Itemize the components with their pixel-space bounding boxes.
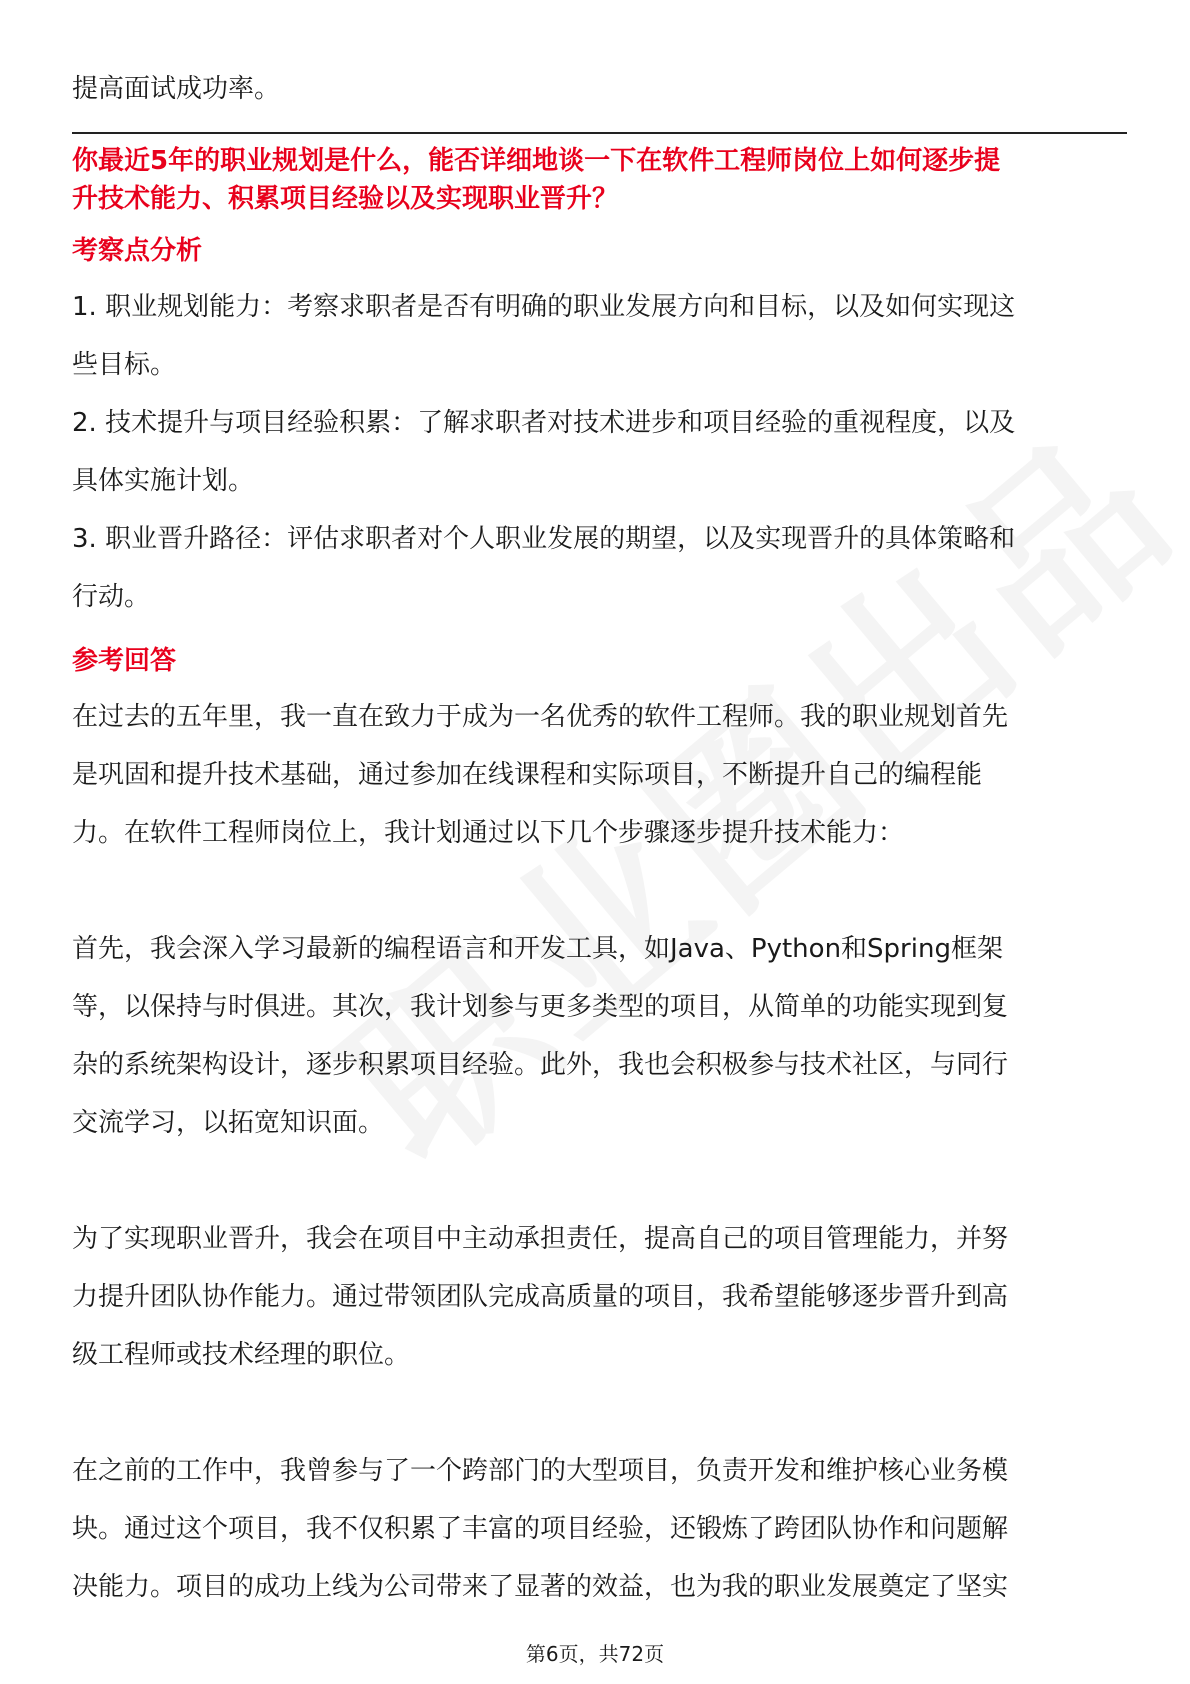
answer-heading: 参考回答 [72, 646, 177, 676]
question-line: 升技术能力、积累项目经验以及实现职业晋升？ [72, 184, 619, 214]
answer-line: 为了实现职业晋升，我会在项目中主动承担责任，提高自己的项目管理能力，并努 [72, 1224, 1009, 1254]
analysis-item [72, 394, 1127, 510]
answer-paragraph [72, 1210, 1127, 1384]
analysis-item [72, 510, 1127, 626]
answer-line: 决能力。项目的成功上线为公司带来了显著的效益，也为我的职业发展奠定了坚实 [72, 1572, 1009, 1602]
answer-line: 交流学习，以拓宽知识面。 [72, 1108, 385, 1138]
question-line: 你最近5年的职业规划是什么，能否详细地谈一下在软件工程师岗位上如何逐步提 [72, 146, 1001, 176]
answer-line: 在之前的工作中，我曾参与了一个跨部门的大型项目，负责开发和维护核心业务模 [72, 1456, 1009, 1486]
analysis-line: 2. 技术提升与项目经验积累：了解求职者对技术进步和项目经验的重视程度，以及 [72, 408, 1016, 438]
answer-line: 等，以保持与时俱进。其次，我计划参与更多类型的项目，从简单的功能实现到复 [72, 992, 1009, 1022]
answer-line: 首先，我会深入学习最新的编程语言和开发工具，如Java、Python和Spring框架 [72, 934, 1003, 964]
paragraph-gap [72, 1152, 1127, 1210]
analysis-heading: 考察点分析 [72, 236, 203, 266]
answer-paragraph [72, 1442, 1127, 1616]
answer-line: 力。在软件工程师岗位上，我计划通过以下几个步骤逐步提升技术能力： [72, 818, 905, 848]
analysis-item [72, 278, 1127, 394]
analysis-line: 行动。 [72, 582, 151, 612]
answer-line: 级工程师或技术经理的职位。 [72, 1340, 411, 1370]
answer-line: 杂的系统架构设计，逐步积累项目经验。此外，我也会积极参与技术社区，与同行 [72, 1050, 1009, 1080]
section-divider [72, 132, 1127, 134]
analysis-line: 具体实施计划。 [72, 466, 255, 496]
paragraph-gap [72, 1384, 1127, 1442]
analysis-line: 3. 职业晋升路径：评估求职者对个人职业发展的期望，以及实现晋升的具体策略和 [72, 524, 1016, 554]
paragraph-gap [72, 862, 1127, 920]
answer-line: 在过去的五年里，我一直在致力于成为一名优秀的软件工程师。我的职业规划首先 [72, 702, 1009, 732]
analysis-line: 些目标。 [72, 350, 177, 380]
answer-line: 块。通过这个项目，我不仅积累了丰富的项目经验，还锻炼了跨团队协作和问题解 [72, 1514, 1009, 1544]
analysis-line: 1. 职业规划能力：考察求职者是否有明确的职业发展方向和目标，以及如何实现这 [72, 292, 1016, 322]
previous-section-tail: 提高面试成功率。 [72, 74, 281, 104]
interview-question [72, 142, 1127, 218]
answer-paragraph [72, 688, 1127, 862]
answer-line: 力提升团队协作能力。通过带领团队完成高质量的项目，我希望能够逐步晋升到高 [72, 1282, 1009, 1312]
answer-line: 是巩固和提升技术基础，通过参加在线课程和实际项目，不断提升自己的编程能 [72, 760, 983, 790]
page-content [72, 60, 1127, 1616]
page-number: 第6页，共72页 [525, 1642, 665, 1666]
answer-paragraph [72, 920, 1127, 1152]
